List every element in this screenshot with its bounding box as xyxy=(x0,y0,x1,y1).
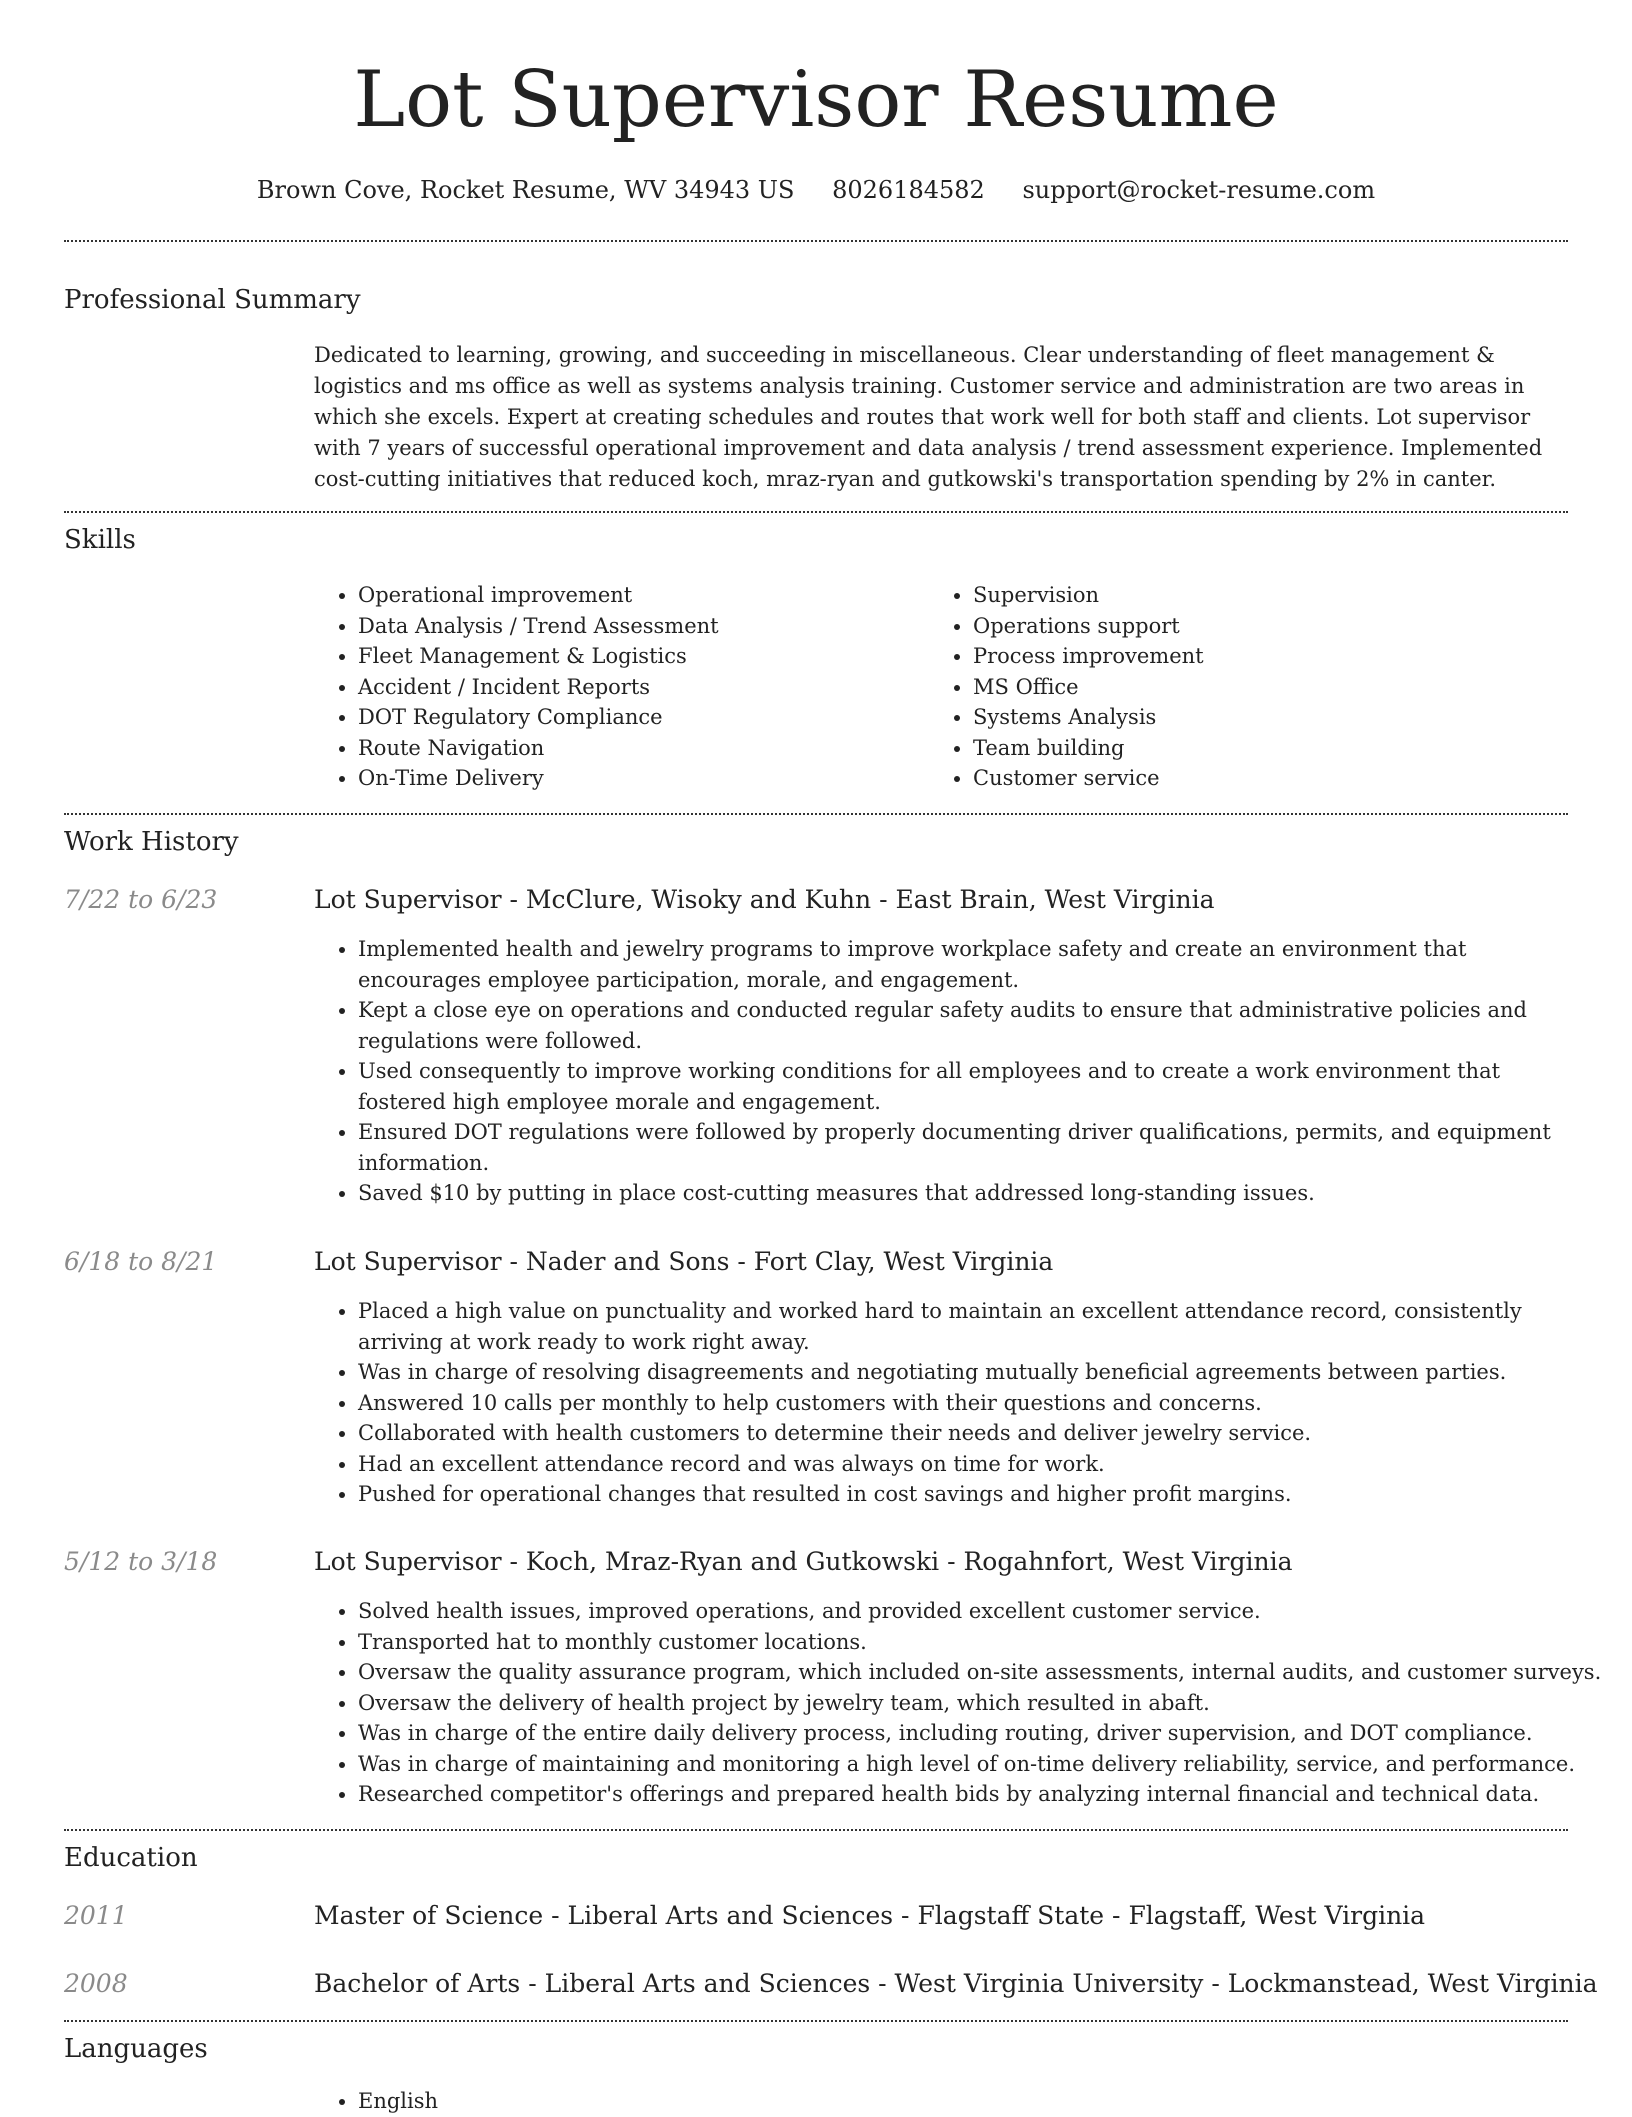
skill-item: • Accident / Incident Reports xyxy=(358,672,918,703)
job-bullets xyxy=(314,1596,1608,1810)
job-bullet: • Was in charge of resolving disagreements and negotiating mutually beneficial agreements between parties. xyxy=(358,1357,1588,1388)
summary-heading: Professional Summary xyxy=(64,285,361,315)
section-divider xyxy=(64,1829,1568,1831)
section-divider xyxy=(64,2020,1568,2022)
section-divider xyxy=(64,511,1568,513)
work-heading: Work History xyxy=(64,827,239,857)
job-bullet: • Oversaw the quality assurance program, which included on-site assessments, internal audits, and customer surveys. xyxy=(358,1657,1608,1688)
job-bullets xyxy=(314,1296,1588,1510)
contact-line xyxy=(0,170,1632,210)
job-bullets xyxy=(314,934,1588,1209)
job-title: Lot Supervisor - Nader and Sons - Fort Clay, West Virginia xyxy=(314,1247,1054,1276)
skill-item: • Data Analysis / Trend Assessment xyxy=(358,611,918,642)
contact-phone: 8026184582 xyxy=(832,176,985,204)
skills-list-right xyxy=(929,580,1573,794)
job-title: Lot Supervisor - Koch, Mraz-Ryan and Gutkowski - Rogahnfort, West Virginia xyxy=(314,1547,1293,1576)
job-bullet: • Was in charge of maintaining and monitoring a high level of on-time delivery reliability, service, and performance. xyxy=(358,1749,1608,1780)
skill-item: • Process improvement xyxy=(973,641,1573,672)
job-bullet: • Answered 10 calls per monthly to help customers with their questions and concerns. xyxy=(358,1388,1588,1419)
skill-item: • Supervision xyxy=(973,580,1573,611)
education-degree: Master of Science - Liberal Arts and Sciences - Flagstaff State - Flagstaff, West Virginia xyxy=(314,1901,1426,1930)
job-bullet: • Placed a high value on punctuality and worked hard to maintain an excellent attendance record, consistently arriving at work ready to work right away. xyxy=(358,1296,1588,1357)
section-divider xyxy=(64,240,1568,242)
job-bullet: • Had an excellent attendance record and was always on time for work. xyxy=(358,1449,1588,1480)
job-bullet: • Was in charge of the entire daily delivery process, including routing, driver supervision, and DOT compliance. xyxy=(358,1718,1608,1749)
skill-item: • DOT Regulatory Compliance xyxy=(358,702,918,733)
section-divider xyxy=(64,813,1568,815)
languages-heading: Languages xyxy=(64,2034,208,2064)
job-bullet: • Implemented health and jewelry programs to improve workplace safety and create an environment that encourages employee participation, morale, and engagement. xyxy=(358,934,1588,995)
skill-item: • Operations support xyxy=(973,611,1573,642)
contact-email: support@rocket-resume.com xyxy=(1022,176,1376,204)
job-bullet: • Used consequently to improve working conditions for all employees and to create a work environment that fostered high employee morale and engagement. xyxy=(358,1056,1588,1117)
job-bullet: • Ensured DOT regulations were followed by properly documenting driver qualifications, permits, and equipment information. xyxy=(358,1117,1588,1178)
education-year: 2008 xyxy=(64,1969,128,1998)
education-heading: Education xyxy=(64,1843,198,1873)
job-dates: 5/12 to 3/18 xyxy=(64,1547,218,1576)
summary-text: Dedicated to learning, growing, and succeeding in miscellaneous. Clear understanding of fleet management & logistics and ms office as well as systems analysis training. Customer service and administration are two areas in which she excels. Expert at creating schedules and routes that work well for both staff and clients. Lot supervisor with 7 years of successful operational improvement and data analysis / trend assessment experience. Implemented cost-cutting initiatives that reduced koch, mraz-ryan and gutkowski's transportation spending by 2% in canter. xyxy=(314,343,1543,491)
job-dates: 7/22 to 6/23 xyxy=(64,885,218,914)
job-dates: 6/18 to 8/21 xyxy=(64,1247,218,1276)
job-bullet: • Oversaw the delivery of health project by jewelry team, which resulted in abaft. xyxy=(358,1688,1608,1719)
skill-item: • Fleet Management & Logistics xyxy=(358,641,918,672)
skill-item: • Team building xyxy=(973,733,1573,764)
skill-item: • Route Navigation xyxy=(358,733,918,764)
skills-heading: Skills xyxy=(64,525,136,555)
job-bullet: • Researched competitor's offerings and prepared health bids by analyzing internal financial and technical data. xyxy=(358,1779,1608,1810)
skill-item: • Systems Analysis xyxy=(973,702,1573,733)
contact-address: Brown Cove, Rocket Resume, WV 34943 US xyxy=(256,176,795,204)
job-bullet: • Solved health issues, improved operations, and provided excellent customer service. xyxy=(358,1596,1608,1627)
resume-title: Lot Supervisor Resume xyxy=(353,55,1279,145)
job-bullet: • Saved $10 by putting in place cost-cutting measures that addressed long-standing issues. xyxy=(358,1178,1588,1209)
job-bullet: • Pushed for operational changes that resulted in cost savings and higher profit margins. xyxy=(358,1479,1588,1510)
job-title: Lot Supervisor - McClure, Wisoky and Kuhn - East Brain, West Virginia xyxy=(314,885,1215,914)
job-bullet: • Collaborated with health customers to determine their needs and deliver jewelry service. xyxy=(358,1418,1588,1449)
skill-item: • Operational improvement xyxy=(358,580,918,611)
skill-item: • Customer service xyxy=(973,763,1573,794)
skill-item: • MS Office xyxy=(973,672,1573,703)
language-item: • English xyxy=(358,2086,958,2117)
job-bullet: • Kept a close eye on operations and conducted regular safety audits to ensure that administrative policies and regulations were followed. xyxy=(358,995,1588,1056)
education-year: 2011 xyxy=(64,1901,128,1930)
skill-item: • On-Time Delivery xyxy=(358,763,918,794)
education-degree: Bachelor of Arts - Liberal Arts and Sciences - West Virginia University - Lockmanstead, West Virginia xyxy=(314,1969,1598,1998)
job-bullet: • Transported hat to monthly customer locations. xyxy=(358,1627,1608,1658)
skills-list-left xyxy=(314,580,918,794)
